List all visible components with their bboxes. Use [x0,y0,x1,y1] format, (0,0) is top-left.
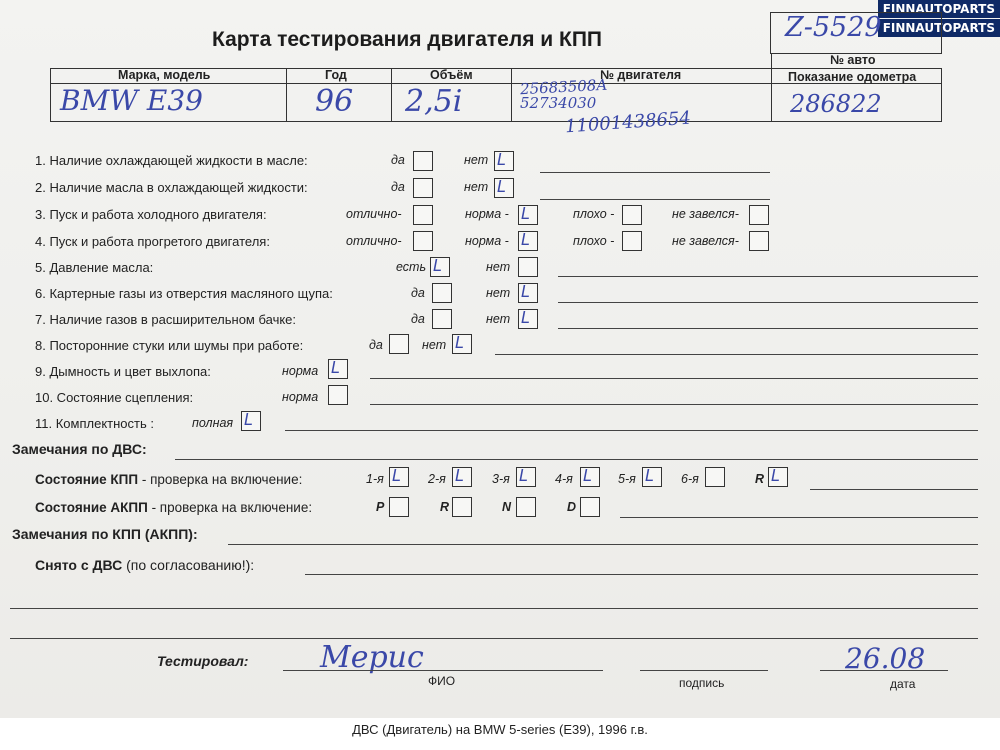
opt-label: плохо - [573,234,615,248]
col-odometer: Показание одометра [788,70,917,84]
check-mark-icon: ᒪ [455,466,464,485]
check-4-bad-box[interactable] [622,231,642,251]
gear-label: 4-я [555,472,573,486]
signature-label: подпись [679,676,725,690]
check-mark-icon: ᒪ [771,466,780,485]
check-3-bad-box[interactable] [622,205,642,225]
date-line [820,670,948,671]
gear-2-box[interactable] [452,467,472,487]
opt-label: нет [486,260,511,274]
check-2-no-box[interactable] [494,178,514,198]
check-4-nostart-box[interactable] [749,231,769,251]
gear-label: D [567,500,577,514]
check-8-no-box[interactable] [452,334,472,354]
signature-line [640,670,768,671]
gear-label: 6-я [681,472,699,486]
removed-label: Снято с ДВС (по согласованию!): [35,557,255,573]
opt-label: норма [282,390,319,404]
check-mark-icon: ᒪ [519,466,528,485]
check-mark-icon: ᒪ [521,308,530,327]
remarks-kpp-line[interactable] [228,544,978,545]
check-mark-icon: ᒪ [521,204,530,223]
check-5-yes-box[interactable] [430,257,450,277]
check-mark-icon: ᒪ [645,466,654,485]
check-6-no-box[interactable] [518,283,538,303]
opt-label: отлично- [346,207,402,221]
gear-label: P [376,500,385,514]
gear-1-box[interactable] [389,467,409,487]
check-1-no-box[interactable] [494,151,514,171]
comment-line [495,354,978,355]
col-year: Год [325,68,347,82]
check-2-yes-box[interactable] [413,178,433,198]
check-mark-icon: ᒪ [497,177,506,196]
date-label: дата [890,677,916,691]
check-4-normal-box[interactable] [518,231,538,251]
opt-label: нет [422,338,447,352]
comment-line [370,404,978,405]
check-7-label: 7. Наличие газов в расширительном бачке: [35,312,297,327]
check-11-full-box[interactable] [241,411,261,431]
check-5-label: 5. Давление масла: [35,260,154,275]
check-10-normal-box[interactable] [328,385,348,405]
gear-label: 3-я [492,472,510,486]
blank-line[interactable] [10,638,978,639]
fio-label: ФИО [428,674,456,688]
check-mark-icon: ᒪ [455,333,464,352]
comment-line [810,489,978,490]
akpp-n-box[interactable] [516,497,536,517]
gear-label: 2-я [428,472,446,486]
check-mark-icon: ᒪ [433,256,442,275]
check-mark-icon: ᒪ [331,358,340,377]
gear-3-box[interactable] [516,467,536,487]
gear-5-box[interactable] [642,467,662,487]
check-mark-icon: ᒪ [392,466,401,485]
check-2-label: 2. Наличие масла в охлаждающей жидкости: [35,180,308,195]
blank-line[interactable] [10,608,978,609]
gear-label: 5-я [618,472,636,486]
corner-code: Z-5529 [785,12,882,43]
opt-label: да [391,180,405,194]
check-1-label: 1. Наличие охлаждающей жидкости в масле: [35,153,308,168]
opt-label: отлично- [346,234,402,248]
check-4-excellent-box[interactable] [413,231,433,251]
check-3-label: 3. Пуск и работа холодного двигателя: [35,207,267,222]
gear-r-box[interactable] [768,467,788,487]
check-8-label: 8. Посторонние стуки или шумы при работе: [35,338,304,353]
col-model: Марка, модель [118,68,211,82]
volume-value: 2,5i [405,84,463,119]
tester-name: Мерис [320,640,424,675]
check-3-nostart-box[interactable] [749,205,769,225]
check-6-yes-box[interactable] [432,283,452,303]
engine-number-2: 52734030 [520,94,597,112]
opt-label: есть [396,260,427,274]
gear-label: R [440,500,450,514]
page-title: Карта тестирования двигателя и КПП [212,28,603,51]
akpp-label: Состояние АКПП - проверка на включение: [35,500,313,515]
opt-label: да [391,153,405,167]
comment-line [370,378,978,379]
remarks-engine-label: Замечания по ДВС: [12,441,147,457]
check-10-label: 10. Состояние сцепления: [35,390,194,405]
col-engine-number: № двигателя [600,68,682,82]
removed-line[interactable] [305,574,978,575]
opt-label: да [369,338,383,352]
col-volume: Объём [430,68,473,82]
check-mark-icon: ᒪ [583,466,592,485]
check-5-no-box[interactable] [518,257,538,277]
date-value: 26.08 [845,642,926,675]
comment-line [540,199,770,200]
check-3-excellent-box[interactable] [413,205,433,225]
opt-label: нет [464,153,489,167]
comment-line [558,328,978,329]
comment-line [620,517,978,518]
opt-label: не завелся- [672,207,739,221]
gear-4-box[interactable] [580,467,600,487]
remarks-engine-line[interactable] [175,459,978,460]
opt-label: норма [282,364,319,378]
opt-label: норма - [465,234,509,248]
odometer-value: 286822 [790,90,882,118]
check-7-no-box[interactable] [518,309,538,329]
check-8-yes-box[interactable] [389,334,409,354]
comment-line [540,172,770,173]
check-mark-icon: ᒪ [521,282,530,301]
kpp-label: Состояние КПП - проверка на включение: [35,472,303,487]
check-6-label: 6. Картерные газы из отверстия масляного щупа: [35,286,333,301]
tested-label: Тестировал: [157,653,249,669]
gear-label: R [755,472,765,486]
akpp-d-box[interactable] [580,497,600,517]
opt-label: нет [486,286,511,300]
gear-6-box[interactable] [705,467,725,487]
check-7-yes-box[interactable] [432,309,452,329]
check-11-label: 11. Комплектность : [35,416,154,431]
remarks-kpp-label: Замечания по КПП (АКПП): [12,526,198,542]
check-4-label: 4. Пуск и работа прогретого двигателя: [35,234,270,249]
opt-label: нет [486,312,511,326]
year-value: 96 [315,84,354,119]
engine-number-1: 25683508A [519,75,608,99]
comment-line [558,276,978,277]
comment-line [558,302,978,303]
opt-label: плохо - [573,207,615,221]
opt-label: нет [464,180,489,194]
image-caption: ДВС (Двигатель) на BMW 5-series (E39), 1996 г.в. [352,722,648,737]
check-mark-icon: ᒪ [497,150,506,169]
opt-label: норма - [465,207,509,221]
akpp-r-box[interactable] [452,497,472,517]
check-mark-icon: ᒪ [244,410,253,429]
akpp-p-box[interactable] [389,497,409,517]
opt-label: не завелся- [672,234,739,248]
check-9-normal-box[interactable] [328,359,348,379]
check-3-normal-box[interactable] [518,205,538,225]
col-auto-number: № авто [830,53,876,67]
opt-label: да [411,312,425,326]
comment-line [285,430,978,431]
gear-label: 1-я [366,472,384,486]
engine-number-3: 11001438654 [564,107,692,138]
watermark: FINNAUTOPARTS [878,0,1000,18]
opt-label: полная [192,416,234,430]
fio-line [283,670,603,671]
check-9-label: 9. Дымность и цвет выхлопа: [35,364,211,379]
check-1-yes-box[interactable] [413,151,433,171]
watermark: FINNAUTOPARTS [878,19,1000,37]
opt-label: да [411,286,425,300]
model-value: BMW E39 [60,84,203,117]
check-mark-icon: ᒪ [521,230,530,249]
gear-label: N [502,500,512,514]
